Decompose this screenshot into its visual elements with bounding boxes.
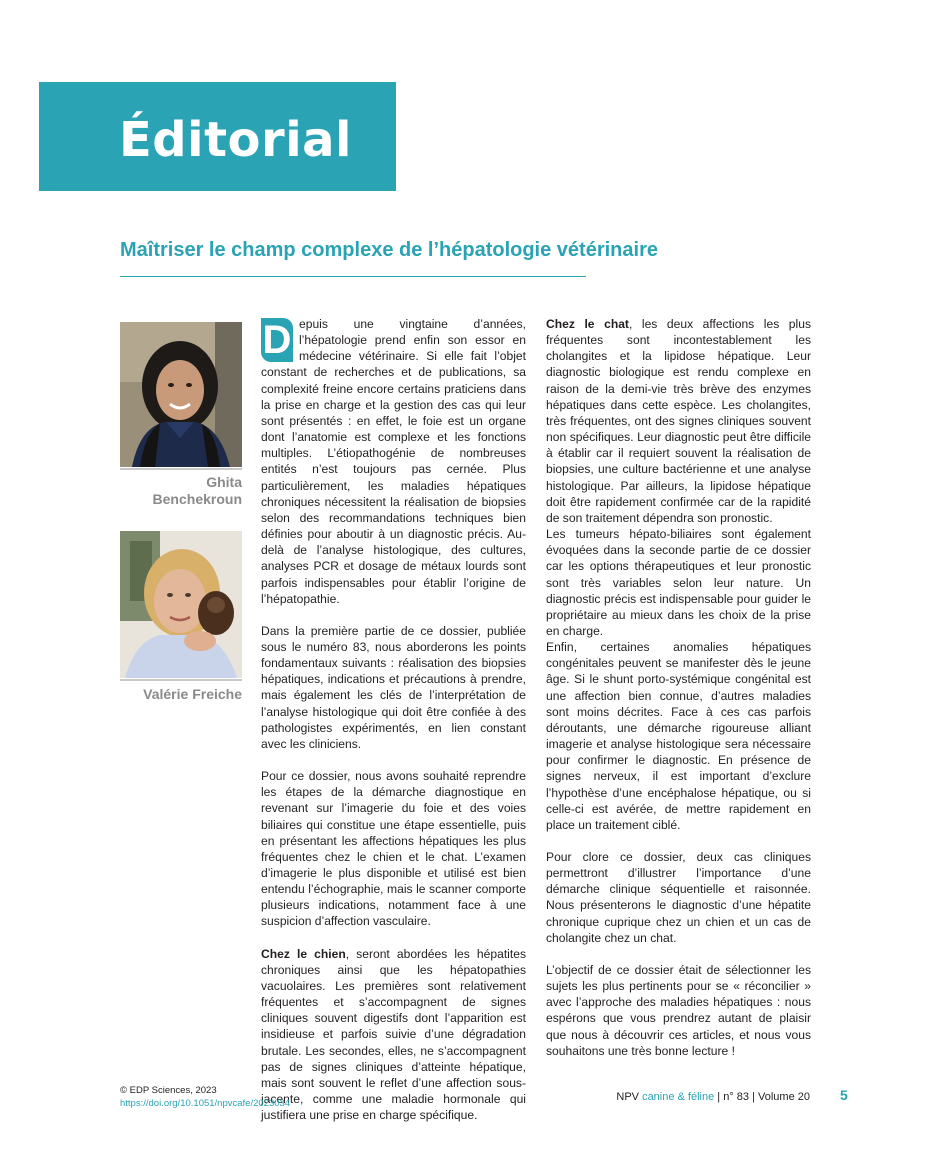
paragraph-lead: Chez le chien [261,946,346,961]
paragraph-text: , seront abordées les hépatites chroniques ainsi que les hépatopathies vacuolaires. Les premières sont relativement fréquentes et s’accompagnent de signes cliniques souvent digestifs dont l’apparition est insidieuse et parfois suivie d’une dégradation brutale. Les secondes, elles, ne s’accompagnent pas de signes cliniques d’atteinte hépatique, mais sont souvent le reflet d’une affection sous-jacente, comme une maladie hormonale qui justifiera une prise en charge spécifique. [261,946,526,1123]
author-photo-benchekroun [120,322,242,467]
separator: | [717,1091,721,1103]
paragraph: Enfin, certaines anomalies hépatiques congénitales peuvent se manifester dès le jeune âge. Si le shunt porto-systémique congénital est une affection bien connue, d’autres maladies sont moins décrites. Face à ces cas parfois déroutants, une démarche rigoureuse alliant imagerie et analyse histologique sera nécessaire pour confirmer le diagnostic. En présence de signes nerveux, il est important d’exclure l’hypothèse d’une encéphalose hépatique, ou si celle-ci est avérée, de mettre rapidement en place un traitement ciblé. [546,640,811,832]
issue-number: n° 83 [723,1091,750,1103]
photo-caption-divider [120,679,242,681]
paragraph: Les tumeurs hépato-biliaires sont également évoquées dans la seconde partie de ce dossier car les options thérapeutiques et leur pronostic sont très variables selon leur nature. Un diagnostic précis est indispensable pour guider le propriétaire au mieux dans les choix de la prise en charge. [546,527,811,638]
journal-name: canine & féline [642,1091,715,1103]
doi-link[interactable]: https://doi.org/10.1051/npvcafe/2023034 [120,1098,291,1109]
author-name-benchekroun [110,474,242,508]
paragraph: Pour ce dossier, nous avons souhaité reprendre les étapes de la démarche diagnostique en revenant sur l’imagerie du foie et des voies biliaires qui constitue une étape essentielle, puis en présentant les affections hépatiques les plus fréquentes chez le chien et le chat. L’examen d’imagerie le plus disponible et utilisé est bien entendu l’échographie, mais le scanner comporte plusieurs indications, notamment face à une suspicion d’affection vasculaire. [261,769,526,929]
paragraph [261,946,526,1124]
journal-prefix: NPV [616,1091,639,1103]
page-number: 5 [840,1087,848,1103]
separator: | [752,1091,755,1103]
article-column-2 [546,316,811,1075]
subtitle-divider [120,276,586,277]
paragraph-text: , les deux affections les plus fréquentes sont incontestablement les cholangites et la lipidose hépatique. Leur diagnostic biologique est rendu complexe en raison de la demi-vie très brève des enzymes hépatiques dans cette espèce. Les cholangites, très fréquentes, ont des signes cliniques souvent non spécifiques. Leur diagnostic peut être difficile à établir car il requiert souvent la réalisation de biopsies, une culture bactérienne et une analyse histologique. Par ailleurs, la lipidose hépatique doit être rapidement confirmée car de la rapidité de son traitement dépendra son pronostic. [546,317,811,525]
paragraph: Pour clore ce dossier, deux cas cliniques permettront d’illustrer l’importance d’une démarche clinique séquentielle et raisonnée. Nous présenterons le diagnostic d’une hépatite chronique cuprique chez un chien et un cas de cholangite chez un chat. [546,850,811,945]
author-photo-freiche [120,531,242,678]
paragraph-text: epuis une vingtaine d’années, l’hépatologie prend enfin son essor en médecine vétérinaire. Si elle fait l’objet constant de recherches et de publications, sa complexité freine encore certains praticiens dans la prise en charge et la gestion des cas qui leur sont présentés : en effet, le foie est un organe dont l’anatomie est complexe et les fonctions multiples. L’étiopathogénie de nombreuses entités n’est toujours pas cernée. Plus particulièrement, les maladies hépatiques chroniques nécessitent la réalisation de biopsies selon des recommandations techniques bien définies pour aboutir à un diagnostic précis. Au-delà de l’analyse histologique, des cultures, analyses PCR et dosage de métaux lourds sont parfois indispensables pour établir l’origine de l’hépatopathie. [261,317,526,606]
author-last-name: Benchekroun [152,491,242,507]
copyright-text: © EDP Sciences, 2023 [120,1085,217,1096]
author-name-freiche: Valérie Freiche [143,686,242,702]
banner-title: Éditorial [119,112,352,168]
paragraph [261,316,526,607]
paragraph [546,316,811,526]
article-column-1 [261,316,526,1139]
photo-caption-divider [120,468,242,470]
drop-cap: D [262,318,292,362]
editorial-banner [39,82,396,191]
paragraph: L’objectif de ce dossier était de sélectionner les sujets les plus pertinents pour se « réconcilier » avec l’approche des maladies hépatiques : nous espérons que vous prendrez autant de plaisir que nous à découvrir ces articles, et nous vous souhaitons une très bonne lecture ! [546,962,811,1058]
volume-number: Volume 20 [758,1091,810,1103]
paragraph-lead: Chez le chat [546,317,629,331]
journal-info [560,1090,810,1104]
article-subtitle: Maîtriser le champ complexe de l’hépatologie vétérinaire [120,239,658,261]
paragraph: Dans la première partie de ce dossier, publiée sous le numéro 83, nous aborderons les points fondamentaux suivants : réalisation des biopsies hépatiques, indications et précautions à prendre, mais également les clés de l’interprétation de l’analyse histologique qui doit être confiée à des pathologistes expérimentés, en lien constant avec les cliniciens. [261,623,526,751]
author-first-name: Ghita [206,474,242,490]
footer-credits [120,1084,290,1110]
